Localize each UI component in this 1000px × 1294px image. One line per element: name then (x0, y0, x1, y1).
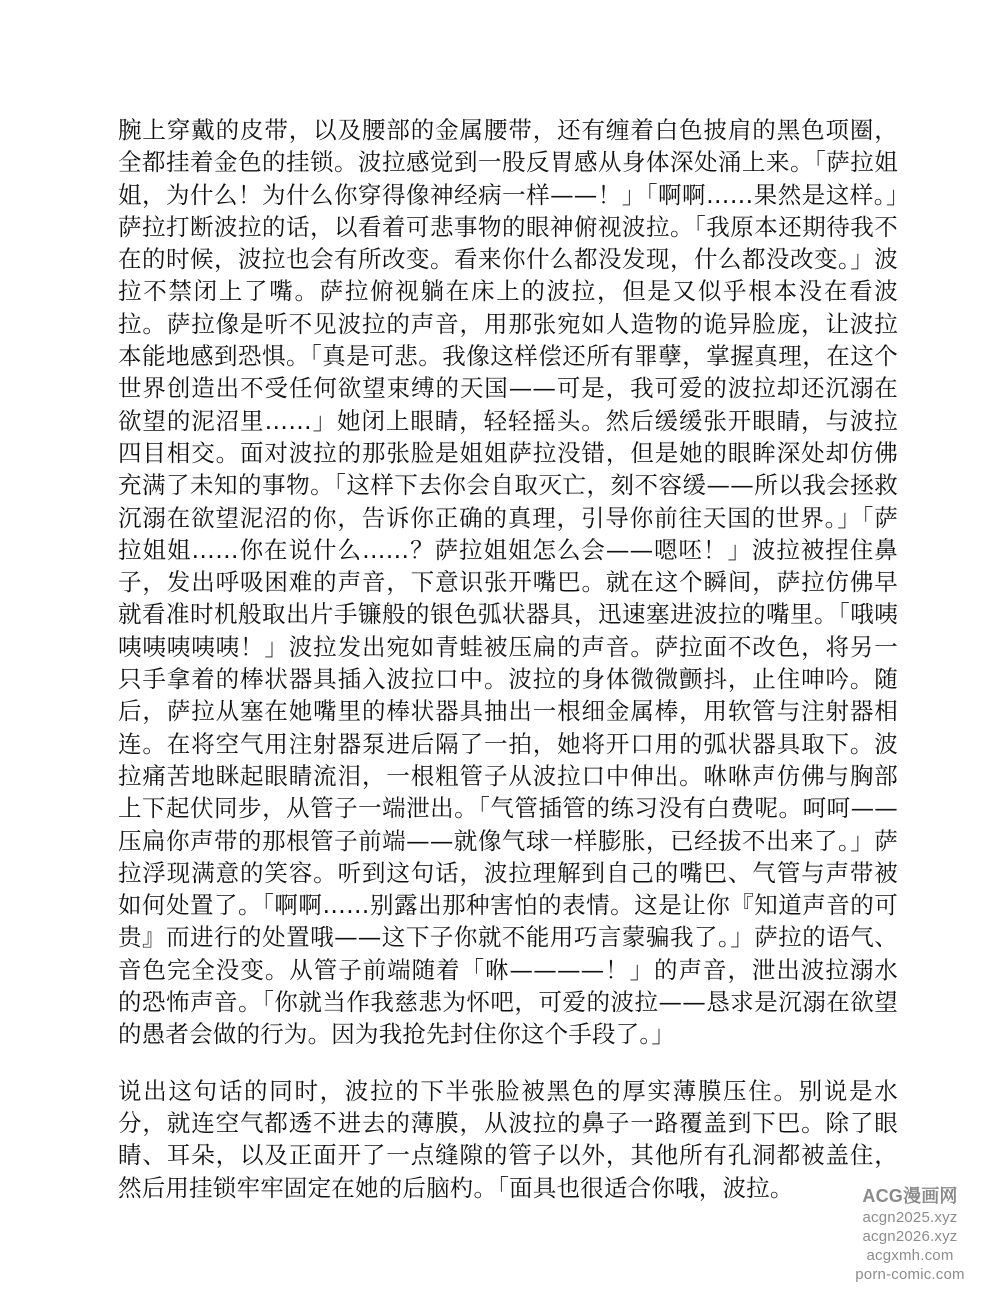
watermark-url-2: acgn2026.xyz (862, 1228, 958, 1245)
watermark-url-4: porn-comic.com (855, 1266, 965, 1283)
site-watermark (834, 1184, 986, 1284)
watermark-url-1: acgn2025.xyz (862, 1209, 958, 1226)
paragraph-2: 说出这句话的同时，波拉的下半张脸被黑色的厚实薄膜压住。别说是水分，就连空气都透不进去的薄膜，从波拉的鼻子一路覆盖到下巴。除了眼睛、耳朵，以及正面开了一点缝隙的管子以外，其他所有孔洞都被盖住，然后用挂锁牢牢固定在她的后脑杓。「面具也很适合你哦，波拉。 (118, 1076, 898, 1202)
page-body (118, 114, 898, 1204)
paragraph-1: 腕上穿戴的皮带，以及腰部的金属腰带，还有缠着白色披肩的黑色项圈，全都挂着金色的挂锁。波拉感觉到一股反胃感从身体深处涌上来。「萨拉姐姐，为什么！为什么你穿得像神经病一样——！」「啊啊……果然是这样。」萨拉打断波拉的话，以看着可悲事物的眼神俯视波拉。「我原本还期待我不在的时候，波拉也会有所改变。看来你什么都没发现，什么都没改变。」波拉不禁闭上了嘴。萨拉俯视躺在床上的波拉，但是又似乎根本没在看波拉。萨拉像是听不见波拉的声音，用那张宛如人造物的诡异脸庞，让波拉本能地感到恐惧。「真是可悲。我像这样偿还所有罪孽，掌握真理，在这个世界创造出不受任何欲望束缚的天国——可是，我可爱的波拉却还沉溺在欲望的泥沼里……」她闭上眼睛，轻轻摇头。然后缓缓张开眼睛，与波拉四目相交。面对波拉的那张脸是姐姐萨拉没错，但是她的眼眸深处却仿佛充满了未知的事物。「这样下去你会自取灭亡，刻不容缓——所以我会拯救沉溺在欲望泥沼的你，告诉你正确的真理，引导你前往天国的世界。」「萨拉姐姐……你在说什么……？萨拉姐姐怎么会——嗯呸！」波拉被捏住鼻子，发出呼吸困难的声音，下意识张开嘴巴。就在这个瞬间，萨拉仿佛早就看准时机般取出片手镰般的银色弧状器具，迅速塞进波拉的嘴里。「哦咦咦咦咦咦咦！」波拉发出宛如青蛙被压扁的声音。萨拉面不改色，将另一只手拿着的棒状器具插入波拉口中。波拉的身体微微颤抖，止住呻吟。随后，萨拉从塞在她嘴里的棒状器具抽出一根细金属棒，用软管与注射器相连。在将空气用注射器泵进后隔了一拍，她将开口用的弧状器具取下。波拉痛苦地眯起眼睛流泪，一根粗管子从波拉口中伸出。咻咻声仿佛与胸部上下起伏同步，从管子一端泄出。「气管插管的练习没有白费呢。呵呵——压扁你声带的那根管子前端——就像气球一样膨胀，已经拔不出来了。」萨拉浮现满意的笑容。听到这句话，波拉理解到自己的嘴巴、气管与声带被如何处置了。「啊啊……别露出那种害怕的表情。这是让你『知道声音的可贵』而进行的处置哦——这下子你就不能用巧言蒙骗我了。」萨拉的语气、音色完全没变。从管子前端随着「咻————！」的声音，泄出波拉溺水的恐怖声音。「你就当作我慈悲为怀吧，可爱的波拉——恳求是沉溺在欲望的愚者会做的行为。因为我抢先封住你这个手段了。」 (118, 116, 898, 1049)
paragraph-spacer (118, 1051, 898, 1075)
watermark-url-3: acgxmh.com (866, 1247, 954, 1264)
watermark-logo: ACG漫画网 (862, 1186, 958, 1206)
